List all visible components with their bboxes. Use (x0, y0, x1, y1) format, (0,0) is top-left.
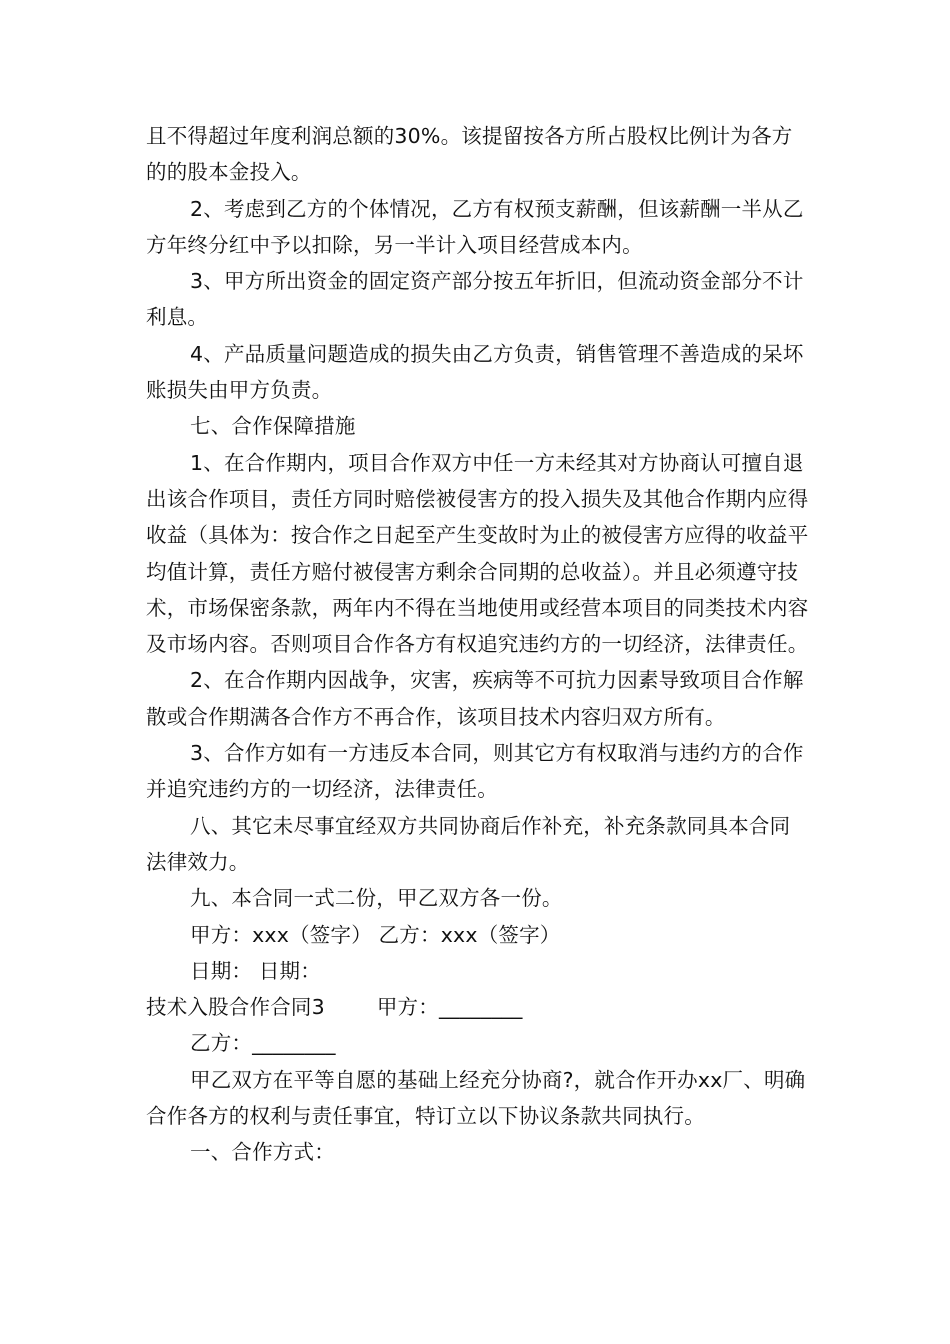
paragraph: 2、考虑到乙方的个体情况，乙方有权预支薪酬，但该薪酬一半从乙方年终分红中予以扣除，另一半计入项目经营成本内。 (146, 196, 804, 257)
party-a-label: 甲方： (376, 995, 439, 1020)
party-a-blank: ________ (438, 995, 523, 1020)
party-b-line (146, 1025, 810, 1061)
section-heading: 一、合作方式： (190, 1140, 335, 1165)
contract-title: 技术入股合作合同3 (146, 995, 325, 1020)
signature-line: 甲方：xxx（签字） 乙方：xxx（签字） (190, 922, 561, 947)
intro-paragraph: 甲乙双方在平等自愿的基础上经充分协商?，就合作开办xx厂、明确合作各方的权利与责任事宜，特订立以下协议条款共同执行。 (146, 1067, 806, 1129)
paragraph: 八、其它未尽事宜经双方共同协商后作补充，补充条款同具本合同法律效力。 (146, 813, 791, 874)
paragraph: 3、甲方所出资金的固定资产部分按五年折旧，但流动资金部分不计利息。 (146, 269, 804, 330)
section-heading: 七、合作保障措施 (190, 414, 356, 439)
date-line: 日期： 日期： (190, 958, 321, 983)
party-b-label: 乙方： (190, 1031, 253, 1056)
paragraph: 九、本合同一式二份，甲乙双方各一份。 (190, 886, 563, 911)
document-page (146, 118, 810, 1171)
paragraph: 1、在合作期内，项目合作双方中任一方未经其对方协商认可擅自退出该合作项目，责任方同时赔偿被侵害方的投入损失及其他合作期内应得收益（具体为：按合作之日起至产生变故时为止的被侵害方应得的收益平均值计算，责任方赔付被侵害方剩余合同期的总收益）。并且必须遵守技术，市场保密条款，两年内不得在当地使用或经营本项目的同类技术内容及市场内容。否则项目合作各方有权追究违约方的一切经济，法律责任。 (146, 450, 809, 657)
paragraph: 且不得超过年度利润总额的30%。该提留按各方所占股权比例计为各方的的股本金投入。 (146, 124, 793, 185)
paragraph: 3、合作方如有一方违反本合同，则其它方有权取消与违约方的合作并追究违约方的一切经济，法律责任。 (146, 741, 804, 802)
paragraph: 4、产品质量问题造成的损失由乙方负责，销售管理不善造成的呆坏账损失由甲方负责。 (146, 341, 804, 403)
party-b-blank: ________ (252, 1031, 336, 1056)
contract-title-line (146, 989, 810, 1025)
paragraph: 2、在合作期内因战争，灾害，疾病等不可抗力因素导致项目合作解散或合作期满各合作方不再合作，该项目技术内容归双方所有。 (146, 668, 804, 729)
